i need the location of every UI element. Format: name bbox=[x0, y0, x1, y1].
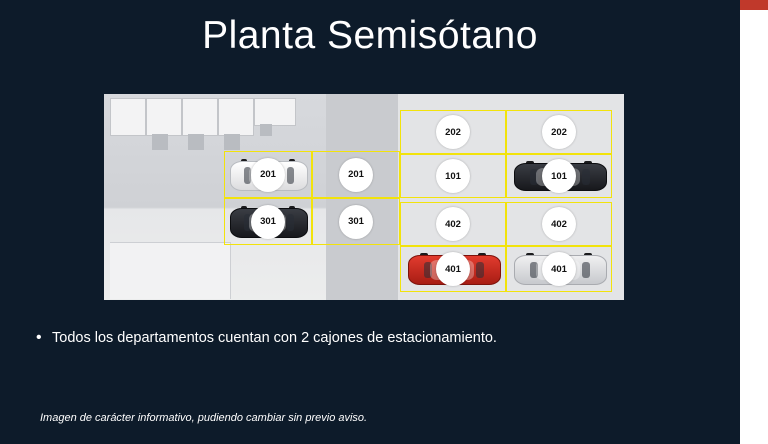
space-number-badge: 402 bbox=[436, 207, 470, 241]
wall-block bbox=[182, 98, 218, 136]
bullet-text: Todos los departamentos cuentan con 2 cajones de estacionamiento. bbox=[52, 330, 497, 346]
space-number-badge: 401 bbox=[542, 252, 576, 286]
floor-plan-image bbox=[104, 94, 624, 300]
space-number-badge: 402 bbox=[542, 207, 576, 241]
wall-block bbox=[146, 98, 182, 136]
footnote: Imagen de carácter informativo, pudiendo cambiar sin previo aviso. bbox=[40, 412, 368, 424]
space-number-badge: 202 bbox=[436, 115, 470, 149]
right-margin bbox=[740, 0, 768, 444]
bullet-list bbox=[36, 330, 696, 346]
space-number-badge: 101 bbox=[542, 159, 576, 193]
page-title: Planta Semisótano bbox=[202, 14, 538, 57]
lobby-area bbox=[110, 242, 231, 299]
wall-block bbox=[110, 98, 146, 136]
list-item bbox=[36, 330, 696, 346]
space-number-badge: 101 bbox=[436, 159, 470, 193]
space-number-badge: 201 bbox=[339, 158, 373, 192]
column-shadow bbox=[224, 134, 240, 150]
space-number-badge: 201 bbox=[251, 158, 285, 192]
column-shadow bbox=[152, 134, 168, 150]
red-tab-marker bbox=[740, 0, 768, 10]
bullet-dot-icon: • bbox=[36, 329, 42, 346]
wall-block bbox=[254, 98, 296, 126]
column-shadow bbox=[260, 124, 272, 136]
space-number-badge: 202 bbox=[542, 115, 576, 149]
wall-block bbox=[218, 98, 254, 136]
space-number-badge: 301 bbox=[251, 205, 285, 239]
column-shadow bbox=[188, 134, 204, 150]
space-number-badge: 301 bbox=[339, 205, 373, 239]
space-number-badge: 401 bbox=[436, 252, 470, 286]
